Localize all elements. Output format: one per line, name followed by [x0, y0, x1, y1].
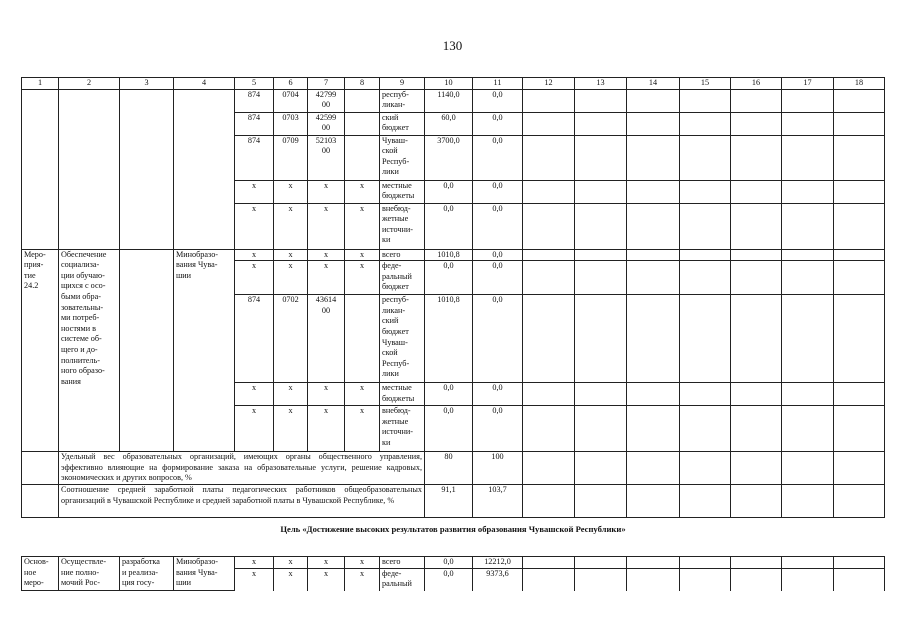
empty-cell	[575, 485, 627, 518]
empty-cell	[834, 452, 885, 485]
cell-col8	[345, 89, 380, 112]
empty-cell	[731, 557, 782, 569]
cell-col3	[120, 89, 174, 249]
empty-cell	[782, 180, 834, 203]
empty-cell	[627, 203, 680, 249]
indicator-text: Удельный вес образовательных организаций, имеющих органы общественного управления, эффективно влияющие на формирование заказа на образовательные услуги, решение кадровых, экономических и других вопросов, %	[59, 452, 425, 485]
indicator-value-col10: 91,1	[425, 485, 473, 518]
cell-col8	[345, 295, 380, 383]
column-number: 13	[575, 78, 627, 90]
empty-cell	[575, 383, 627, 406]
empty-cell	[782, 485, 834, 518]
empty-cell	[680, 203, 731, 249]
cell-col10: 1140,0	[425, 89, 473, 112]
empty-cell	[627, 112, 680, 135]
budget-table	[21, 77, 885, 591]
empty-cell	[731, 568, 782, 591]
empty-cell	[731, 203, 782, 249]
column-number: 14	[627, 78, 680, 90]
cell-col9: феде- ральный	[380, 568, 425, 591]
empty-cell	[575, 135, 627, 180]
cell-col10: 0,0	[425, 568, 473, 591]
cell-col6: x	[274, 180, 308, 203]
column-number: 16	[731, 78, 782, 90]
cell-col7: x	[308, 180, 345, 203]
responsible-executor: Минобразо- вания Чува- шии	[174, 249, 235, 452]
cell-col6: x	[274, 249, 308, 261]
empty-cell	[782, 203, 834, 249]
cell-col7: x	[308, 383, 345, 406]
column-number: 18	[834, 78, 885, 90]
cell-col4	[174, 89, 235, 249]
empty-cell	[523, 89, 575, 112]
measure-col3	[120, 249, 174, 452]
empty-cell	[627, 568, 680, 591]
goal-row	[22, 518, 885, 557]
cell-col1	[22, 89, 59, 249]
table-body	[22, 78, 885, 591]
cell-col9: всего	[380, 557, 425, 569]
cell-col8: x	[345, 261, 380, 295]
cell-col6: 0709	[274, 135, 308, 180]
empty-cell	[627, 485, 680, 518]
empty-cell	[782, 112, 834, 135]
empty-cell	[627, 89, 680, 112]
empty-cell	[627, 452, 680, 485]
goal-heading: Цель «Достижение высоких результатов развития образования Чувашской Республики»	[22, 518, 885, 557]
cell-col5: x	[235, 180, 274, 203]
cell-col11: 0,0	[473, 89, 523, 112]
indicator-row	[22, 452, 885, 485]
cell-col7: x	[308, 261, 345, 295]
column-number: 9	[380, 78, 425, 90]
cell-col5: x	[235, 568, 274, 591]
column-number: 2	[59, 78, 120, 90]
cell-col10: 0,0	[425, 203, 473, 249]
empty-cell	[627, 295, 680, 383]
cell-col8	[345, 112, 380, 135]
empty-cell	[782, 557, 834, 569]
empty-cell	[834, 180, 885, 203]
cell-col11: 0,0	[473, 249, 523, 261]
empty-cell	[731, 452, 782, 485]
cell-col9: местные бюджеты	[380, 180, 425, 203]
empty-cell	[782, 249, 834, 261]
indicator-value-col10: 80	[425, 452, 473, 485]
cell-col11: 0,0	[473, 406, 523, 452]
empty-cell	[834, 485, 885, 518]
empty-cell	[523, 180, 575, 203]
column-number: 15	[680, 78, 731, 90]
empty-cell	[834, 135, 885, 180]
empty-cell	[782, 89, 834, 112]
cell-col9: ский бюджет	[380, 112, 425, 135]
cell-col5: 874	[235, 295, 274, 383]
cell-col7: 42599 00	[308, 112, 345, 135]
cell-col7: x	[308, 203, 345, 249]
table-row	[22, 89, 885, 112]
empty-cell	[680, 112, 731, 135]
indicator-value-col11: 103,7	[473, 485, 523, 518]
empty-cell	[680, 383, 731, 406]
empty-cell	[523, 557, 575, 569]
cell-col6: 0702	[274, 295, 308, 383]
column-number: 4	[174, 78, 235, 90]
cell-col9: внебюд- жетные источни- ки	[380, 203, 425, 249]
empty-cell	[731, 406, 782, 452]
cell-col8: x	[345, 557, 380, 569]
cell-col11: 0,0	[473, 180, 523, 203]
cell-col10: 60,0	[425, 112, 473, 135]
empty-cell	[523, 135, 575, 180]
empty-cell	[680, 295, 731, 383]
empty-cell	[731, 295, 782, 383]
cell-col9: местные бюджеты	[380, 383, 425, 406]
empty-cell	[575, 203, 627, 249]
table-row	[22, 557, 885, 569]
empty-cell	[575, 406, 627, 452]
cell-col11: 0,0	[473, 203, 523, 249]
empty-cell	[523, 485, 575, 518]
empty-cell	[523, 249, 575, 261]
cell-col11: 0,0	[473, 295, 523, 383]
cell-col7: 43614 00	[308, 295, 345, 383]
cell-col10: 1010,8	[425, 249, 473, 261]
cell-col10: 0,0	[425, 383, 473, 406]
empty-cell	[834, 568, 885, 591]
empty-cell	[680, 557, 731, 569]
empty-cell	[575, 112, 627, 135]
empty-cell	[523, 406, 575, 452]
cell-col9: респуб- ликан-	[380, 89, 425, 112]
empty-cell	[834, 295, 885, 383]
empty-cell	[575, 180, 627, 203]
empty-cell	[680, 261, 731, 295]
cell-col6: 0704	[274, 89, 308, 112]
column-number: 6	[274, 78, 308, 90]
indicator-row	[22, 485, 885, 518]
empty-cell	[782, 406, 834, 452]
empty-cell	[627, 135, 680, 180]
measure-number: Меро- прия- тие 24.2	[22, 249, 59, 452]
cell-col5: x	[235, 203, 274, 249]
empty-cell	[575, 452, 627, 485]
empty-cell	[523, 568, 575, 591]
empty-cell	[834, 112, 885, 135]
cell-col5: x	[235, 383, 274, 406]
cell-col11: 9373,6	[473, 568, 523, 591]
empty-cell	[731, 383, 782, 406]
cell-col9: всего	[380, 249, 425, 261]
empty-cell	[523, 295, 575, 383]
cell-col7: x	[308, 406, 345, 452]
empty-cell	[575, 261, 627, 295]
empty-cell	[782, 261, 834, 295]
column-number-row	[22, 78, 885, 90]
cell-col1	[22, 452, 59, 485]
empty-cell	[575, 295, 627, 383]
main-measure-number: Основ- ное меро-	[22, 557, 59, 591]
cell-col11: 0,0	[473, 135, 523, 180]
cell-col11: 12212,0	[473, 557, 523, 569]
empty-cell	[523, 203, 575, 249]
cell-col10: 0,0	[425, 261, 473, 295]
empty-cell	[523, 383, 575, 406]
cell-col8: x	[345, 180, 380, 203]
empty-cell	[523, 112, 575, 135]
empty-cell	[834, 383, 885, 406]
cell-col6: x	[274, 568, 308, 591]
empty-cell	[627, 383, 680, 406]
cell-col7: 52103 00	[308, 135, 345, 180]
cell-col6: x	[274, 203, 308, 249]
empty-cell	[834, 89, 885, 112]
measure-name: Обеспечение социализа- ции обучаю- щихся с осо- быми обра- зовательны- ми потреб- ностями в системе об- щего и до- полнитель- ного образо- вания	[59, 249, 120, 452]
cell-col10: 0,0	[425, 406, 473, 452]
cell-col6: 0703	[274, 112, 308, 135]
empty-cell	[680, 452, 731, 485]
empty-cell	[834, 557, 885, 569]
empty-cell	[834, 249, 885, 261]
cell-col6: x	[274, 557, 308, 569]
cell-col10: 0,0	[425, 557, 473, 569]
empty-cell	[627, 557, 680, 569]
empty-cell	[627, 180, 680, 203]
cell-col7: x	[308, 557, 345, 569]
cell-col8	[345, 135, 380, 180]
empty-cell	[575, 568, 627, 591]
main-measure-col3: разработка и реализа- ция госу-	[120, 557, 174, 591]
empty-cell	[731, 249, 782, 261]
column-number: 5	[235, 78, 274, 90]
cell-col8: x	[345, 203, 380, 249]
empty-cell	[731, 261, 782, 295]
main-measure-name: Осуществле- ние полно- мочий Рос-	[59, 557, 120, 591]
cell-col5: 874	[235, 89, 274, 112]
column-number: 11	[473, 78, 523, 90]
empty-cell	[523, 261, 575, 295]
empty-cell	[575, 249, 627, 261]
cell-col2	[59, 89, 120, 249]
empty-cell	[782, 452, 834, 485]
cell-col6: x	[274, 383, 308, 406]
cell-col9: феде- ральный бюджет	[380, 261, 425, 295]
cell-col5: x	[235, 406, 274, 452]
empty-cell	[680, 135, 731, 180]
empty-cell	[834, 406, 885, 452]
empty-cell	[834, 203, 885, 249]
empty-cell	[680, 89, 731, 112]
empty-cell	[782, 568, 834, 591]
page-number: 130	[442, 38, 463, 53]
cell-col6: x	[274, 406, 308, 452]
cell-col7: 42799 00	[308, 89, 345, 112]
cell-col7: x	[308, 568, 345, 591]
empty-cell	[731, 485, 782, 518]
cell-col10: 0,0	[425, 180, 473, 203]
cell-col8: x	[345, 568, 380, 591]
empty-cell	[575, 557, 627, 569]
empty-cell	[731, 112, 782, 135]
empty-cell	[782, 383, 834, 406]
empty-cell	[731, 89, 782, 112]
column-number: 7	[308, 78, 345, 90]
empty-cell	[782, 135, 834, 180]
empty-cell	[680, 406, 731, 452]
cell-col5: x	[235, 557, 274, 569]
empty-cell	[680, 249, 731, 261]
cell-col10: 1010,8	[425, 295, 473, 383]
column-number: 17	[782, 78, 834, 90]
empty-cell	[523, 452, 575, 485]
empty-cell	[680, 568, 731, 591]
cell-col10: 3700,0	[425, 135, 473, 180]
cell-col1	[22, 485, 59, 518]
table-row	[22, 249, 885, 261]
empty-cell	[627, 249, 680, 261]
empty-cell	[680, 180, 731, 203]
cell-col8: x	[345, 383, 380, 406]
responsible-executor: Минобразо- вания Чува- шии	[174, 557, 235, 591]
cell-col5: x	[235, 249, 274, 261]
column-number: 10	[425, 78, 473, 90]
indicator-text: Соотношение средней заработной платы педагогических работников общеобразовательных организаций в Чувашской Республике и средней заработной платы в Чувашской Республике, %	[59, 485, 425, 518]
empty-cell	[627, 261, 680, 295]
column-number: 1	[22, 78, 59, 90]
empty-cell	[731, 135, 782, 180]
cell-col5: 874	[235, 112, 274, 135]
cell-col9: Чуваш- ской Респуб- лики	[380, 135, 425, 180]
column-number: 12	[523, 78, 575, 90]
cell-col6: x	[274, 261, 308, 295]
cell-col8: x	[345, 249, 380, 261]
cell-col5: x	[235, 261, 274, 295]
cell-col11: 0,0	[473, 261, 523, 295]
cell-col8: x	[345, 406, 380, 452]
empty-cell	[575, 89, 627, 112]
empty-cell	[782, 295, 834, 383]
cell-col11: 0,0	[473, 383, 523, 406]
empty-cell	[731, 180, 782, 203]
column-number: 8	[345, 78, 380, 90]
cell-col9: внебюд- жетные источни- ки	[380, 406, 425, 452]
empty-cell	[627, 406, 680, 452]
cell-col9: респуб- ликан- ский бюджет Чуваш- ской Респуб- лики	[380, 295, 425, 383]
column-number: 3	[120, 78, 174, 90]
empty-cell	[680, 485, 731, 518]
indicator-value-col11: 100	[473, 452, 523, 485]
cell-col5: 874	[235, 135, 274, 180]
cell-col7: x	[308, 249, 345, 261]
cell-col11: 0,0	[473, 112, 523, 135]
empty-cell	[834, 261, 885, 295]
